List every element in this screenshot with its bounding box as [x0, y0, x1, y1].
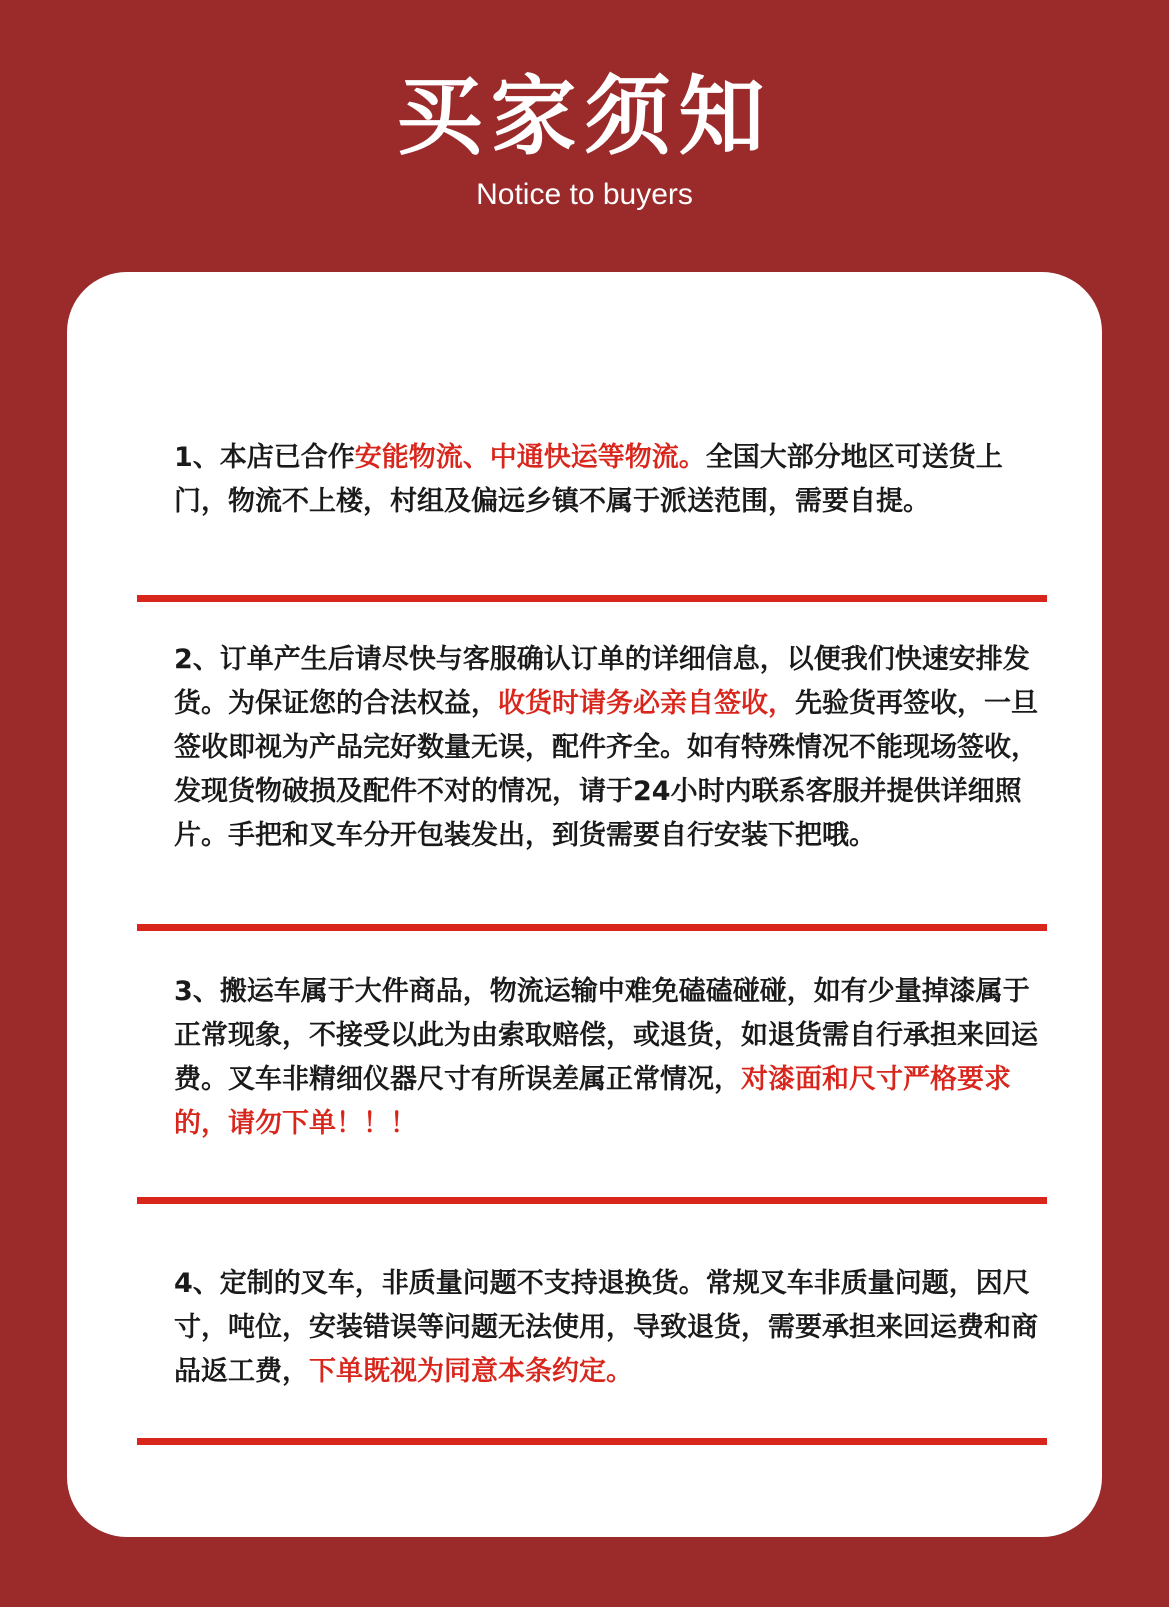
divider-1	[137, 595, 1047, 602]
notice-item-1	[174, 436, 1044, 524]
notice-2-text-a: 2、订单产生后请尽快与客服确认订单的详细信息，以便我们快速安排发货。为保证您的合法权益，	[174, 644, 1030, 719]
divider-4	[137, 1438, 1047, 1445]
notice-4-text-a: 4、定制的叉车，非质量问题不支持退换货。常规叉车非质量问题，因尺寸，吨位，安装错误等问题无法使用，导致退货，需要承担来回运费和商品返工费，	[174, 1268, 1038, 1387]
notice-item-2	[174, 638, 1044, 858]
notice-2-text-b: 先验货再签收，一旦签收即视为产品完好数量无误，配件齐全。如有特殊情况不能现场签收，发现货物破损及配件不对的情况，请于24小时内联系客服并提供详细照片。手把和叉车分开包装发出，到货需要自行安装下把哦。	[174, 688, 1038, 851]
notice-2-highlight: 收货时请务必亲自签收，	[498, 688, 795, 719]
notice-1-text-a: 1、本店已合作	[174, 442, 355, 473]
divider-3	[137, 1197, 1047, 1204]
notice-1-text-b: 全国大部分地区可送货上门，物流不上楼，村组及偏远乡镇不属于派送范围，需要自提。	[174, 442, 1003, 517]
notice-3-text-a: 3、搬运车属于大件商品，物流运输中难免磕磕碰碰，如有少量掉漆属于正常现象，不接受以此为由索取赔偿，或退货，如退货需自行承担来回运费。叉车非精细仪器尺寸有所误差属正常情况，	[174, 976, 1038, 1095]
notice-item-4	[174, 1262, 1044, 1394]
notice-3-highlight: 对漆面和尺寸严格要求的，请勿下单！！！	[174, 1064, 1011, 1139]
notice-4-highlight: 下单既视为同意本条约定。	[309, 1356, 633, 1387]
notice-1-highlight: 安能物流、中通快运等物流。	[354, 442, 706, 473]
page-title: 买家须知	[396, 67, 773, 167]
notice-item-3	[174, 970, 1044, 1146]
divider-2	[137, 924, 1047, 931]
page-subtitle: Notice to buyers	[476, 178, 693, 211]
